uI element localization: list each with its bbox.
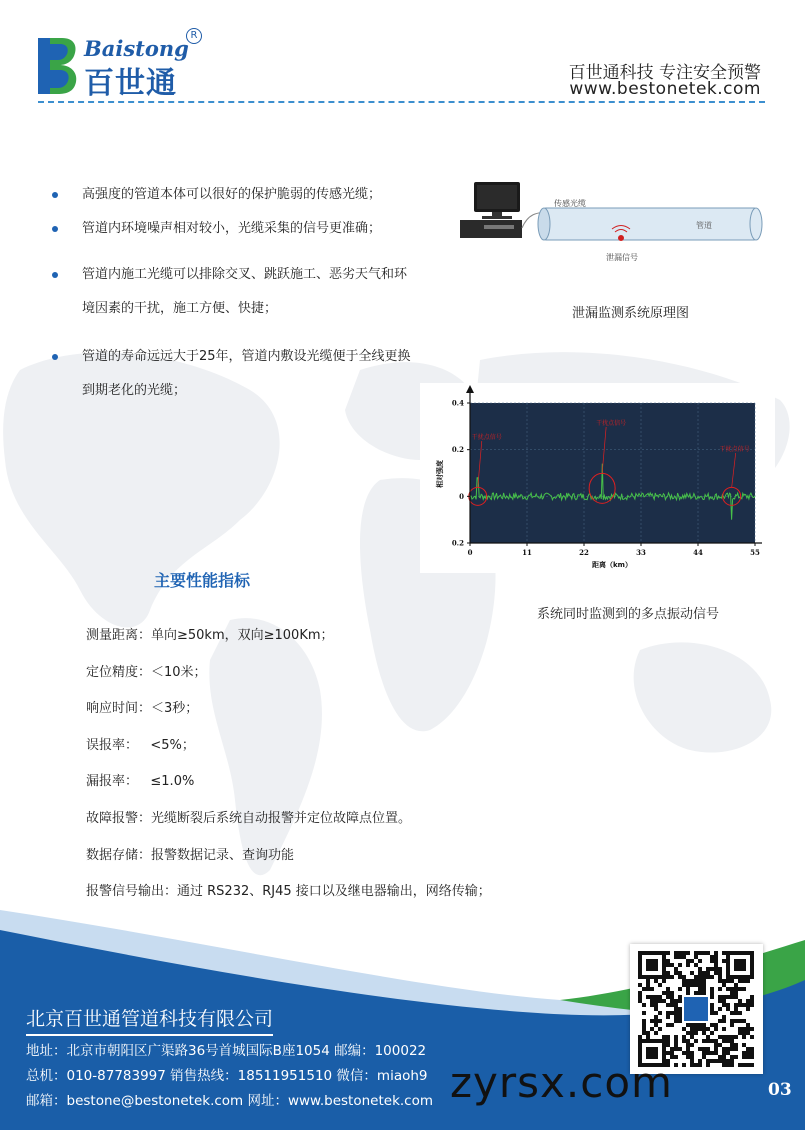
footer-phones: 总机：010-87783997 销售热线：18511951510 微信：miaoh9 [26, 1068, 428, 1084]
specs-title: 主要性能指标 [154, 571, 251, 590]
spec-item: 数据存储：报警数据记录、查询功能 [86, 847, 295, 863]
spec-item: 误报率： <5%； [86, 737, 195, 753]
spec-item: 测量距离：单向≥50km，双向≥100Km； [86, 628, 334, 643]
registered-mark: R [186, 28, 202, 44]
annotation-label: 干扰点信号 [471, 434, 502, 441]
logo-chinese-name: 百世通 [84, 66, 177, 101]
y-tick-label: 0.4 [451, 398, 464, 408]
diagram-caption: 泄漏监测系统原理图 [572, 306, 690, 321]
chart-caption: 系统同时监测到的多点振动信号 [537, 607, 720, 622]
annotation-label: 干扰点信号 [719, 446, 750, 453]
specs-list [86, 624, 491, 917]
y-axis-arrow-icon [466, 385, 474, 393]
footer-company-name: 北京百世通管道科技有限公司 [26, 1004, 273, 1036]
leak-point-icon [618, 235, 624, 241]
feature-item: 管道内环境噪声相对较小，光缆采集的信号更准确； [52, 214, 412, 244]
feature-item: 管道内施工光缆可以排除交叉、跳跃施工、恶劣天气和环境因素的干扰，施工方便、快捷； [52, 258, 412, 326]
spec-item: 故障报警：光缆断裂后系统自动报警并定位故障点位置。 [86, 810, 412, 826]
y-tick-label: 0.2 [451, 538, 464, 548]
pipe-shape [544, 208, 756, 240]
feature-item: 管道的寿命远远大于25年，管道内敷设光缆便于全线更换到期老化的光缆； [52, 340, 412, 408]
header-website: www.bestonetek.com [569, 79, 761, 99]
logo-b-mark-icon [36, 36, 80, 96]
leak-monitoring-diagram [456, 178, 776, 270]
x-tick-label: 44 [693, 548, 703, 557]
bullet-dot [52, 354, 58, 360]
footer-email: 邮箱：bestone@bestonetek.com 网址：www.bestonetek.com [26, 1093, 434, 1109]
feature-item: 高强度的管道本体可以很好的保护脆弱的传感光缆； [52, 180, 412, 210]
x-axis-label: 距离（km） [592, 561, 632, 569]
spec-item: 定位精度：＜10米； [86, 664, 207, 680]
logo-english-name: Baistong [84, 36, 189, 61]
qr-code-icon [638, 951, 755, 1067]
x-tick-label: 22 [579, 548, 589, 557]
header-divider [38, 101, 765, 103]
y-axis-label: 相对强度 [436, 460, 444, 488]
vibration-chart [420, 383, 775, 573]
y-tick-label: 0.2 [451, 445, 464, 455]
bullet-dot [52, 272, 58, 278]
qr-center-logo [684, 997, 708, 1021]
cable-label: 传感光缆 [554, 199, 586, 208]
x-tick-label: 0 [467, 548, 473, 557]
pipe-label: 管道 [696, 221, 712, 230]
bullet-dot [52, 192, 58, 198]
page-number: 03 [768, 1080, 792, 1100]
spec-item: 响应时间：＜3秒； [86, 701, 199, 717]
spec-item: 报警信号输出：通过 RS232、RJ45 接口以及继电器输出，网络传输； [86, 884, 491, 900]
y-tick-label: 0 [459, 491, 464, 501]
x-tick-label: 11 [522, 548, 532, 557]
feature-list [52, 180, 412, 418]
header-slogan: 百世通科技 专注安全预警 [568, 63, 761, 83]
bullet-dot [52, 226, 58, 232]
watermark-text: zyrsx.com [450, 1058, 673, 1107]
annotation-label: 干扰点信号 [596, 420, 627, 427]
x-tick-label: 55 [750, 548, 760, 557]
footer-address: 地址：北京市朝阳区广渠路36号首城国际B座1054 邮编：100022 [26, 1043, 427, 1059]
x-tick-label: 33 [636, 548, 646, 557]
spec-item: 漏报率： ≤1.0% [86, 774, 195, 790]
leak-label: 泄漏信号 [606, 253, 638, 262]
